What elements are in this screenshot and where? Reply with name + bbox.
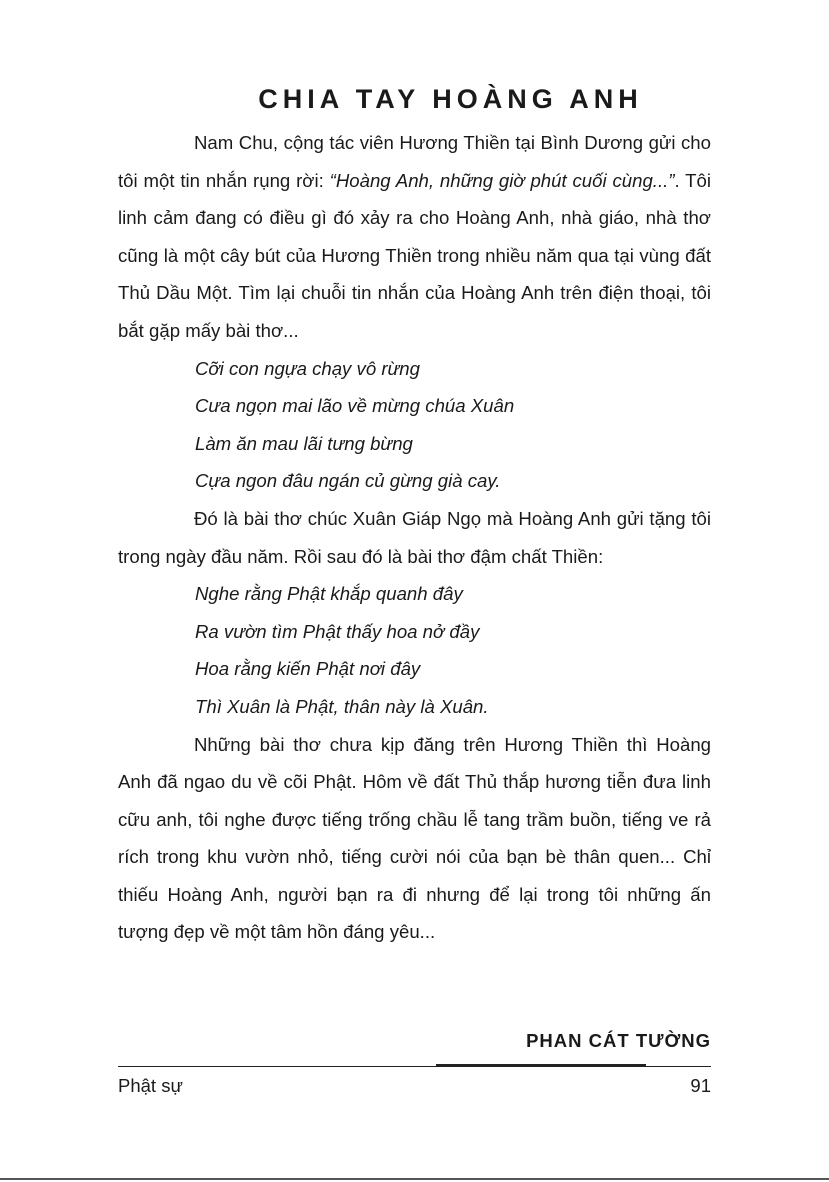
article-title: CHIA TAY HOÀNG ANH bbox=[258, 84, 643, 114]
poem-1-line: Cựa ngon đâu ngán củ gừng già cay. bbox=[195, 470, 501, 492]
poem-2-line: Ra vườn tìm Phật thấy hoa nở đầy bbox=[195, 620, 480, 642]
paragraph-3: Những bài thơ chưa kịp đăng trên Hương Thiền thì Hoàng Anh đã ngao du về cõi Phật. Hôm về đất Thủ thắp hương tiễn đưa linh cữu anh, tôi nghe được tiếng trống chầu lễ tang trầm buồn, tiếng ve rả rích trong khu vườn nhỏ, tiếng cười nói của bạn bè thân quen... Chỉ thiếu Hoàng Anh, người bạn ra đi nhưng để lại trong tôi những ấn tượng đẹp về một tâm hồn đáng yêu... bbox=[118, 733, 711, 943]
poem-2-line: Thì Xuân là Phật, thân này là Xuân. bbox=[195, 695, 489, 717]
paragraph-1-rest: . Tôi linh cảm đang có điều gì đó xảy ra cho Hoàng Anh, nhà giáo, nhà thơ cũng là một cây bút của Hương Thiền trong nhiều năm qua tại vùng đất Thủ Dầu Một. Tìm lại chuỗi tin nhắn của Hoàng Anh trên điện thoại, tôi bắt gặp mấy bài thơ... bbox=[118, 169, 711, 341]
paragraph-2: Đó là bài thơ chúc Xuân Giáp Ngọ mà Hoàng Anh gửi tặng tôi trong ngày đầu năm. Rồi sau đó là bài thơ đậm chất Thiền: bbox=[118, 507, 711, 567]
poem-2 bbox=[118, 575, 711, 725]
author-name: PHAN CÁT TƯỜNG bbox=[526, 1030, 711, 1051]
poem-2-line: Nghe rằng Phật khắp quanh đây bbox=[195, 583, 463, 605]
article-body bbox=[118, 124, 711, 951]
poem-1-line: Làm ăn mau lãi tưng bừng bbox=[195, 432, 413, 454]
footer-divider bbox=[118, 1066, 711, 1067]
page-number: 91 bbox=[690, 1075, 711, 1096]
poem-1 bbox=[118, 350, 711, 500]
poem-1-line: Cưa ngọn mai lão về mừng chúa Xuân bbox=[195, 395, 515, 417]
page-edge-line bbox=[0, 1178, 829, 1180]
paragraph-1-text: Nam Chu, cộng tác viên Hương Thiền tại Bình Dương gửi cho tôi một tin nhắn rụng rời: bbox=[118, 132, 711, 191]
poem-1-line: Cỡi con ngựa chạy vô rừng bbox=[195, 357, 420, 379]
document-page bbox=[118, 0, 711, 1182]
paragraph-1-quote: “Hoàng Anh, những giờ phút cuối cùng...” bbox=[329, 169, 675, 191]
footer-section-name: Phật sự bbox=[118, 1075, 183, 1096]
paragraph-1 bbox=[118, 124, 711, 350]
poem-2-line: Hoa rằng kiến Phật nơi đây bbox=[195, 658, 421, 680]
footer-divider-accent bbox=[436, 1064, 646, 1066]
